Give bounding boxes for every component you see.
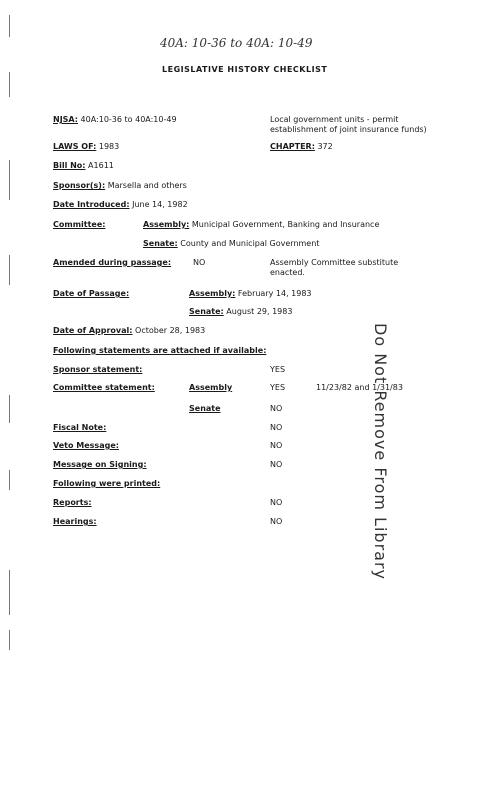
approval-value: October 28, 1983 [135, 326, 206, 335]
laws-of-value: 1983 [98, 142, 120, 151]
attached-heading: Following statements are attached if available: [53, 346, 267, 355]
njsa-row [53, 115, 177, 125]
fiscal-note-label: Fiscal Note: [53, 423, 107, 432]
margin-artifact [9, 630, 10, 650]
chapter-value: 372 [317, 142, 333, 151]
printed-heading: Following were printed: [53, 479, 161, 488]
sponsor-statement-label: Sponsor statement: [53, 365, 143, 374]
margin-artifact [9, 255, 10, 285]
committee-assembly-label: Assembly: [143, 220, 190, 229]
committee-statement-dates: 11/23/82 and 1/31/83 [316, 383, 403, 392]
committee-senate-row [143, 239, 319, 249]
margin-artifact [9, 160, 10, 200]
reports-label: Reports: [53, 498, 92, 507]
amended-label: Amended during passage: [53, 258, 172, 267]
library-stamp [320, 323, 390, 582]
approval-row [53, 326, 205, 336]
bill-no-label: Bill No: [53, 161, 86, 170]
passage-assembly-label: Assembly: [189, 289, 236, 298]
sponsor-statement-value: YES [270, 365, 286, 374]
veto-message-value: NO [270, 441, 283, 450]
njsa-label: NJSA: [53, 115, 78, 124]
hearings-label: Hearings: [53, 517, 97, 526]
amended-note-line-1: Assembly Committee substitute [270, 258, 399, 267]
committee-assembly-value: Municipal Government, Banking and Insurance [191, 220, 380, 229]
committee-senate-value: County and Municipal Government [180, 239, 320, 248]
margin-artifact [9, 395, 10, 423]
committee-statement-assembly-value: YES [270, 383, 286, 392]
passage-senate-value: August 29, 1983 [226, 307, 293, 316]
reports-value: NO [270, 498, 283, 507]
committee-statement-label: Committee statement: [53, 383, 155, 392]
hearings-value: NO [270, 517, 283, 526]
committee-statement-assembly-label: Assembly [189, 383, 233, 392]
subject-line-2: establishment of joint insurance funds) [270, 125, 427, 134]
committee-statement-senate-label: Senate [189, 404, 221, 413]
margin-artifact [9, 570, 10, 615]
library-stamp-text: Do Not Remove From Library [371, 323, 390, 580]
date-introduced-label: Date Introduced: [53, 200, 130, 209]
date-introduced-value: June 14, 1982 [132, 200, 188, 209]
page-title: LEGISLATIVE HISTORY CHECKLIST [162, 65, 328, 74]
bill-no-row [53, 161, 114, 171]
chapter-row [270, 142, 333, 152]
amended-note-line-2: enacted. [270, 268, 305, 277]
sponsors-value: Marsella and others [107, 181, 187, 190]
handwritten-statute-range: 40A: 10-36 to 40A: 10-49 [160, 36, 313, 50]
committee-label: Committee: [53, 220, 106, 229]
message-on-signing-label: Message on Signing: [53, 460, 147, 469]
passage-assembly-row [189, 289, 312, 299]
committee-statement-senate-value: NO [270, 404, 283, 413]
njsa-value: 40A:10-36 to 40A:10-49 [80, 115, 177, 124]
laws-of-row [53, 142, 119, 152]
message-on-signing-value: NO [270, 460, 283, 469]
veto-message-label: Veto Message: [53, 441, 119, 450]
sponsors-label: Sponsor(s): [53, 181, 106, 190]
chapter-label: CHAPTER: [270, 142, 315, 151]
margin-artifact [9, 470, 10, 490]
sponsors-row [53, 181, 187, 191]
committee-assembly-row [143, 220, 379, 230]
bill-no-value: A1611 [88, 161, 114, 170]
passage-senate-row [189, 307, 292, 317]
margin-artifact [9, 72, 10, 97]
passage-label: Date of Passage: [53, 289, 130, 298]
laws-of-label: LAWS OF: [53, 142, 97, 151]
subject-line-1: Local government units - permit [270, 115, 399, 124]
approval-label: Date of Approval: [53, 326, 133, 335]
margin-artifact [9, 15, 10, 37]
passage-assembly-value: February 14, 1983 [237, 289, 312, 298]
fiscal-note-value: NO [270, 423, 283, 432]
committee-senate-label: Senate: [143, 239, 178, 248]
date-introduced-row [53, 200, 188, 210]
amended-value: NO [193, 258, 206, 267]
passage-senate-label: Senate: [189, 307, 224, 316]
